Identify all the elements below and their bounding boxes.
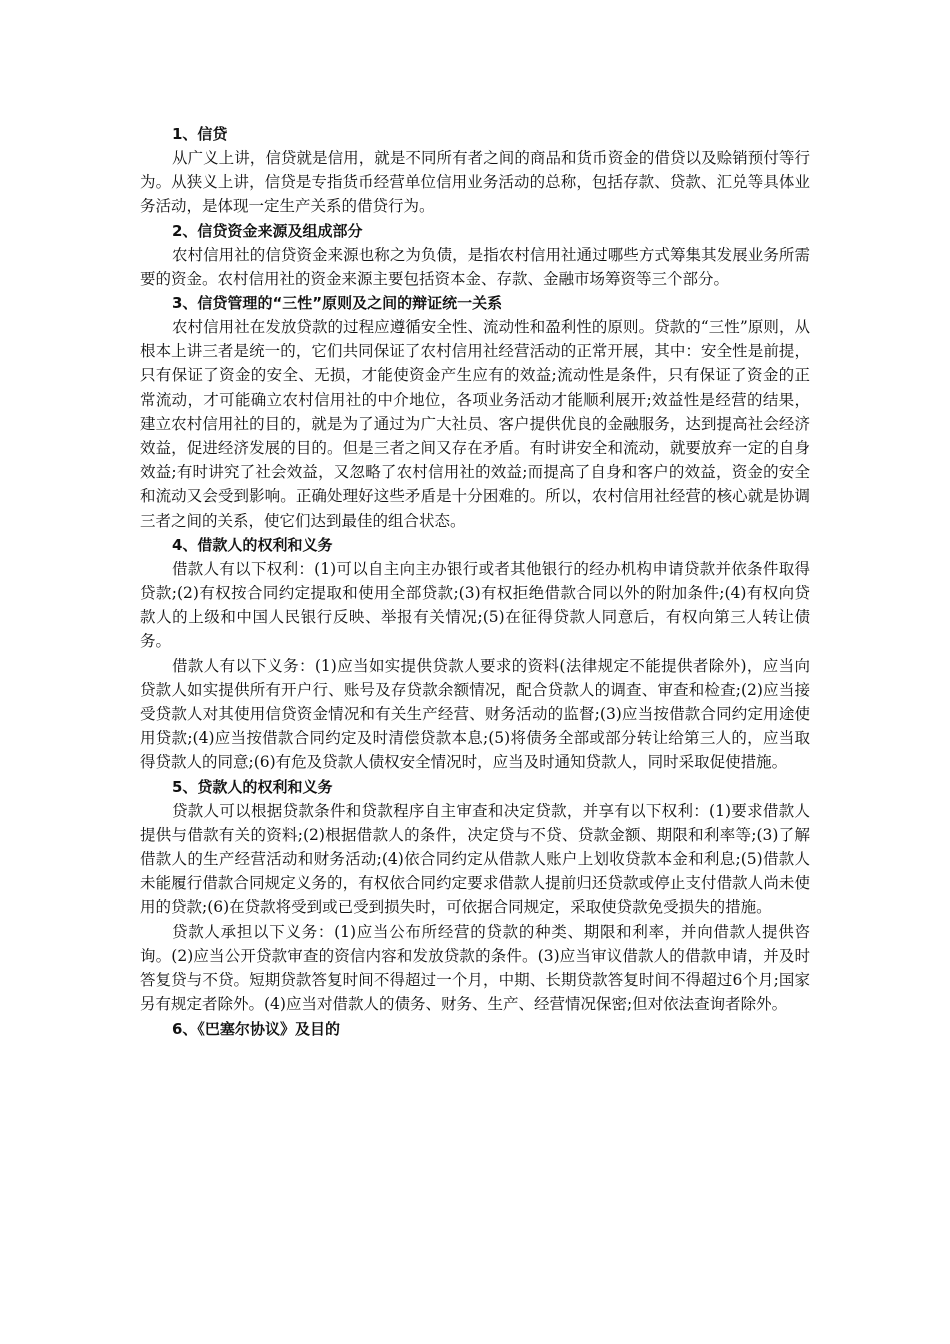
section-4 <box>140 533 810 775</box>
section-heading: 1、信贷 <box>172 125 228 143</box>
section-6 <box>140 1017 810 1041</box>
section-paragraph: 从广义上讲，信贷就是信用，就是不同所有者之间的商品和货币资金的借贷以及赊销预付等行为。从狭义上讲，信贷是专指货币经营单位信用业务活动的总称，包括存款、贷款、汇兑等具体业务活动，是体现一定生产关系的借贷行为。 <box>140 149 810 216</box>
section-heading: 6、《巴塞尔协议》及目的 <box>172 1019 340 1038</box>
section-paragraph: 贷款人承担以下义务：(1)应当公布所经营的贷款的种类、期限和利率，并向借款人提供咨询。(2)应当公开贷款审查的资信内容和发放贷款的条件。(3)应当审议借款人的借款申请，并及时答复贷与不贷。短期贷款答复时间不得超过一个月，中期、长期贷款答复时间不得超过6个月;国家另有规定者除外。(4)应当对借款人的债务、财务、生产、经营情况保密;但对依法查询者除外。 <box>140 922 810 1014</box>
section-paragraph: 借款人有以下权利：(1)可以自主向主办银行或者其他银行的经办机构申请贷款并依条件取得贷款;(2)有权按合同约定提取和使用全部贷款;(3)有权拒绝借款合同以外的附加条件;(4)有权向贷款人的上级和中国人民银行反映、举报有关情况;(5)在征得贷款人同意后，有权向第三人转让债务。 <box>140 559 810 651</box>
section-1 <box>140 122 810 219</box>
section-heading: 4、借款人的权利和义务 <box>172 535 333 554</box>
document-page <box>140 122 810 1041</box>
section-2 <box>140 219 810 291</box>
section-paragraph: 农村信用社的信贷资金来源也称之为负债，是指农村信用社通过哪些方式筹集其发展业务所需要的资金。农村信用社的资金来源主要包括资本金、存款、金融市场筹资等三个部分。 <box>140 245 810 288</box>
section-heading: 2、信贷资金来源及组成部分 <box>172 221 363 240</box>
section-5 <box>140 775 810 1017</box>
section-paragraph: 贷款人可以根据贷款条件和贷款程序自主审查和决定贷款，并享有以下权利：(1)要求借款人提供与借款有关的资料;(2)根据借款人的条件，决定贷与不贷、贷款金额、期限和利率等;(3)了解借款人的生产经营活动和财务活动;(4)依合同约定从借款人账户上划收贷款本金和利息;(5)借款人未能履行借款合同规定义务的，有权依合同约定要求借款人提前归还贷款或停止支付借款人尚未使用的贷款;(6)在贷款将受到或已受到损失时，可依据合同规定，采取使贷款免受损失的措施。 <box>140 801 810 917</box>
section-paragraph: 农村信用社在发放贷款的过程应遵循安全性、流动性和盈利性的原则。贷款的“三性”原则，从根本上讲三者是统一的，它们共同保证了农村信用社经营活动的正常开展，其中：安全性是前提，只有保证了资金的安全、无损，才能使资金产生应有的效益;流动性是条件，只有保证了资金的正常流动，才可能确立农村信用社的中介地位，各项业务活动才能顺利展开;效益性是经营的结果，建立农村信用社的目的，就是为了通过为广大社员、客户提供优良的金融服务，达到提高社会经济效益，促进经济发展的目的。但是三者之间又存在矛盾。有时讲安全和流动，就要放弃一定的自身效益;有时讲究了社会效益，又忽略了农村信用社的效益;而提高了自身和客户的效益，资金的安全和流动又会受到影响。正确处理好这些矛盾是十分困难的。所以，农村信用社经营的核心就是协调三者之间的关系，使它们达到最佳的组合状态。 <box>140 318 810 530</box>
section-paragraph: 借款人有以下义务：(1)应当如实提供贷款人要求的资料(法律规定不能提供者除外)，应当向贷款人如实提供所有开户行、账号及存贷款余额情况，配合贷款人的调查、审查和检查;(2)应当接受贷款人对其使用信贷资金情况和有关生产经营、财务活动的监督;(3)应当按借款合同约定用途使用贷款;(4)应当按借款合同约定及时清偿贷款本息;(5)将债务全部或部分转让给第三人的，应当取得贷款人的同意;(6)有危及贷款人债权安全情况时，应当及时通知贷款人，同时采取促使措施。 <box>140 656 810 772</box>
section-heading: 3、信贷管理的“三性”原则及之间的辩证统一关系 <box>172 294 503 313</box>
section-heading: 5、贷款人的权利和义务 <box>172 777 333 796</box>
section-3 <box>140 291 810 533</box>
